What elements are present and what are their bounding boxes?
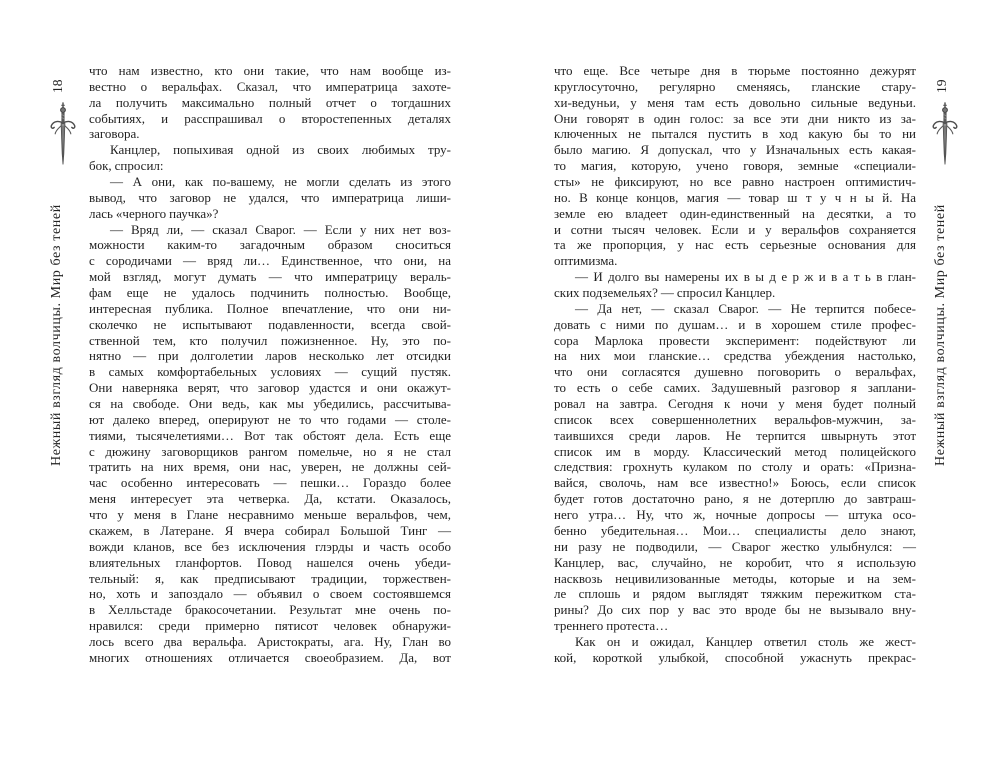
text-line: можности каким-то загадочным образом сноситься (89, 237, 451, 253)
text-line: тельный: я, как предписывают традиции, торжествен- (89, 570, 451, 586)
text-line: — А они, как по-вашему, не могли сделать из этого (110, 174, 451, 190)
text-line: рины? До сих пор у вас это вроде бы не вызывало вну- (554, 602, 916, 618)
text-line: следствия: грохнуть кулаком по столу и орать: «Призна- (554, 459, 916, 475)
text-line: кой, короткой улыбкой, способной ужаснуть прекрас- (554, 649, 916, 665)
text-line: вывод, что заговор не удался, что императрица лиши- (89, 189, 451, 205)
text-line: таившихся среди ларов. Не терпится швырнуть этот (554, 427, 916, 443)
text-line: мой взгляд, могут думать — что императрицу вераль- (89, 269, 451, 285)
text-line: нравился: среди примерно пятисот человек обнаружи- (89, 618, 451, 634)
page-number-left: 18 (50, 79, 65, 93)
text-line: Они говорят в один голос: за все эти дни никто из за- (554, 110, 916, 126)
text-line: было магию. Я допускал, что у Изначальных есть какая- (554, 142, 916, 158)
text-line: тиями, тысячелетиями… Вот так обстоят дела. Есть еще (89, 427, 451, 443)
text-line: ровал на завтра. Сегодня к ночи у меня будет полный (554, 396, 916, 412)
text-line: многих отношениях отличается своеобразием. Да, вот (89, 649, 451, 665)
text-line: скажем, в Латеране. Я вчера собирал Большой Тинг — (89, 522, 451, 538)
text-line: ственной тем, кто получил пожизненное. Ну, это по- (89, 332, 451, 348)
text-line: лась «черного паучка»? (89, 205, 219, 221)
text-line: лось всего два веральфа. Аристократы, ага. Ну, Глан во (89, 633, 451, 649)
text-line: интересная публика. Полное впечатление, что они ни- (89, 300, 451, 316)
sword-ornament-icon (48, 102, 78, 166)
text-line: вестно о веральфах. Сказал, что императрица захоте- (89, 78, 451, 94)
text-line: земле ею владеет один-единственный на десятки, а то (554, 205, 916, 221)
text-line: будет готов достаточно рано, я не дотерплю до завтраш- (554, 491, 916, 507)
text-line: насквозь нецивилизованные методы, которые и на зем- (554, 570, 916, 586)
sword-ornament-icon (930, 102, 960, 166)
text-line: заговора. (89, 126, 140, 142)
page-text-left (89, 63, 451, 666)
text-line: с дюжину заговорщиков рангом помельче, но я не стал (89, 443, 451, 459)
text-line: что еще. Все четыре дня в тюрьме постоянно дежурят (554, 63, 916, 78)
text-line: что они согласятся душевно поговорить о веральфах, (554, 364, 916, 380)
text-line: вожди кланов, все без исключения глэрды и часть особо (89, 538, 451, 554)
text-line: та же пропорция, у нас есть серьезные основания для (554, 237, 916, 253)
text-line: бенно убедительная… Мои… специалисты дело знают, (554, 522, 916, 538)
text-line: ла получить максимально полный отчет о тогдашних (89, 94, 451, 110)
text-line: сколечко не испытывают подавленности, всегда свой- (89, 316, 451, 332)
text-line: ских подземельях? — спросил Канцлер. (554, 285, 776, 301)
text-line: событиях, и расспрашивал о второстепенных деталях (89, 110, 451, 126)
text-line: и сотни тысяч человек. Если и у веральфов сохраняется (554, 221, 916, 237)
text-line: бок, спросил: (89, 158, 164, 174)
text-line: ся на свободе. Они ведь, как мы убедились, рассчитыва- (89, 396, 451, 412)
text-line: сты» не фиксируют, но все равно настроен оптимистич- (554, 174, 916, 190)
text-line: то есть о себе самих. Задушевный разговор я заплани- (554, 380, 916, 396)
text-line: меня интересует эта четверка. Да, кстати. Оказалось, (89, 491, 451, 507)
text-line: вайся, сволочь, нам все известно!» Боюсь, если список (554, 475, 916, 491)
text-line: что у меня в Глане несравнимо меньше веральфов, чем, (89, 507, 451, 523)
text-line: что нам известно, кто они такие, что нам вообще из- (89, 63, 451, 78)
text-line: в самых комфортабельных условиях — сущий пустяк. (89, 364, 451, 380)
text-line: — Да нет, — сказал Сварог. — Не терпится побесе- (575, 300, 916, 316)
text-line: сора Марлока провести эксперимент: подействуют ли (554, 332, 916, 348)
text-line: ле сплошь и рядом выглядят тяжким пережитком ста- (554, 586, 916, 602)
text-line: нятно — при долголетии ларов несколько лет отсидки (89, 348, 451, 364)
text-line: но, хоть и запоздало — объявил о своем состоявшемся (89, 586, 451, 602)
text-line: список им в морду. Классический метод полицейского (554, 443, 916, 459)
text-line: круглосуточно, регулярно сменяясь, гланские стару- (554, 78, 916, 94)
page-text-right (554, 63, 916, 666)
text-line: ют далеко вперед, оперируют не то что годами — столе- (89, 411, 451, 427)
text-line: Канцлер, вас, случайно, не коробит, что я использую (554, 554, 916, 570)
text-line: на них мои гланские… средства убеждения настолько, (554, 348, 916, 364)
text-line: с сородичами — вряд ли… Единственное, что они, на (89, 253, 451, 269)
text-line: список всех совершеннолетних веральфов-мужчин, за- (554, 411, 916, 427)
text-line: час особенно интересовать — пешки… Гораздо более (89, 475, 451, 491)
text-line: — И долго вы намерены их в ы д е р ж и в а т ь в глан- (575, 269, 916, 285)
page-number-right: 19 (934, 79, 949, 93)
text-line: Канцлер, попыхивая одной из своих любимых тру- (110, 142, 451, 158)
text-line: фам еще не удалось подчинить полностью. Вообще, (89, 285, 451, 301)
text-line: — Вряд ли, — сказал Сварог. — Если у них нет воз- (110, 221, 451, 237)
text-line: но. В конце концов, магия — товар ш т у ч н ы й. На (554, 189, 916, 205)
text-line: ключенных не пытался пустить в ход какую бы то ни (554, 126, 916, 142)
text-line: то магия, которую, учено говоря, земные «специали- (554, 158, 916, 174)
text-line: хи-ведуньи, у меня там есть довольно сильные ведуньи. (554, 94, 916, 110)
text-line: него утра… Ну, что ж, ночные допросы — штука осо- (554, 507, 916, 523)
text-line: оптимизма. (554, 253, 618, 269)
text-line: Они наверняка верят, что заговор удастся и они окажут- (89, 380, 451, 396)
text-line: Как он и ожидал, Канцлер ответил столь же жест- (575, 633, 916, 649)
running-title-left: Нежный взгляд волчицы. Мир без теней (49, 204, 64, 466)
text-line: треннего протеста… (554, 618, 669, 634)
text-line: ни разу не подводили, — Сварог жестко улыбнулся: — (554, 538, 916, 554)
text-line: влиятельных гланфортов. Повод нашелся очень убеди- (89, 554, 451, 570)
text-line: в Хелльстаде бракосочетании. Результат мне очень по- (89, 602, 451, 618)
text-line: довать с ними по душам… и в хорошем стиле профес- (554, 316, 916, 332)
running-title-right: Нежный взгляд волчицы. Мир без теней (933, 204, 948, 466)
text-line: тратить на них время, они нас, уверен, не должны сей- (89, 459, 451, 475)
